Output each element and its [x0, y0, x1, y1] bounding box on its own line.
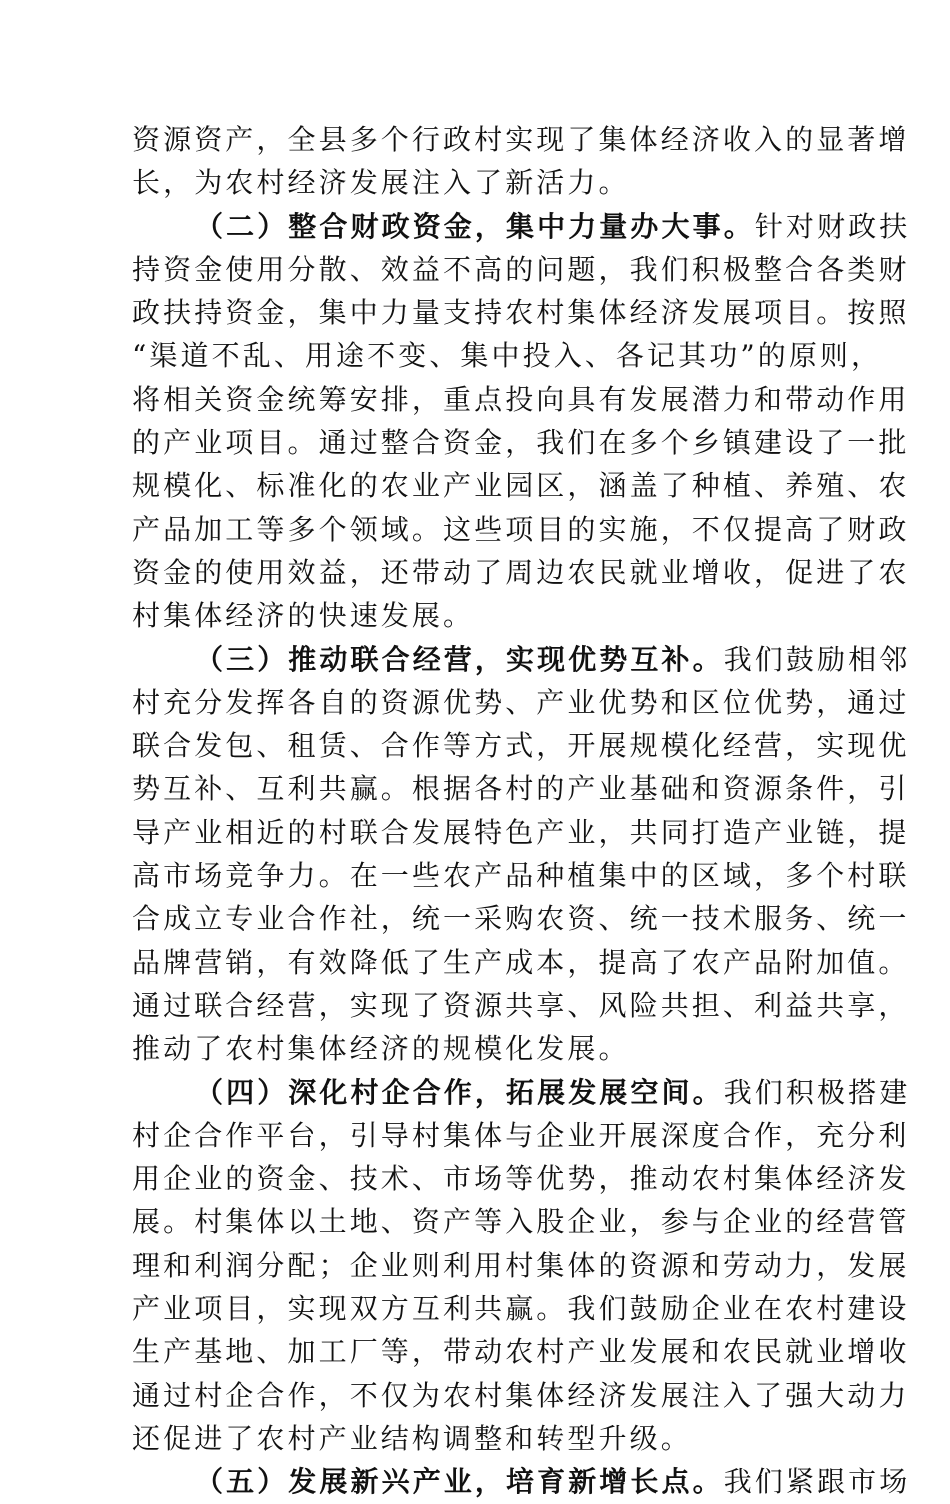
- text-line: 资源资产，全县多个行政村实现了集体经济收入的显著增: [132, 123, 910, 156]
- text-run: 针对财政扶: [754, 209, 911, 243]
- paragraph-section-3: [132, 638, 911, 1071]
- section-heading: （三）推动联合经营，实现优势互补。: [195, 642, 724, 676]
- section-heading: （四）深化村企合作，拓展发展空间。: [195, 1075, 724, 1109]
- text-line: 资金的使用效益，还带动了周边农民就业增收，促进了农: [132, 555, 910, 589]
- text-line: 还促进了农村产业结构调整和转型升级。: [132, 1421, 692, 1455]
- text-line: 长，为农村经济发展注入了新活力。: [132, 166, 630, 200]
- section-heading: （五）发展新兴产业，培育新增长点。: [195, 1465, 724, 1499]
- text-line: 合成立专业合作社，统一采购农资、统一技术服务、统一: [132, 902, 910, 936]
- text-line: 导产业相近的村联合发展特色产业，共同打造产业链，提: [132, 815, 910, 849]
- text-line: 用企业的资金、技术、市场等优势，推动农村集体经济发: [132, 1162, 910, 1196]
- text-line: 生产基地、加工厂等，带动农村产业发展和农民就业增收: [132, 1335, 910, 1369]
- text-line: 持资金使用分散、效益不高的问题，我们积极整合各类财: [132, 252, 910, 286]
- text-line: 村充分发挥各自的资源优势、产业优势和区位优势，通过: [132, 685, 910, 719]
- text-line: 的产业项目。通过整合资金，我们在多个乡镇建设了一批: [132, 426, 910, 460]
- text-line: 通过村企合作，不仅为农村集体经济发展注入了强大动力: [132, 1378, 910, 1412]
- text-run: 我们积极搭建: [723, 1075, 911, 1109]
- text-run: 我们鼓励相邻: [723, 642, 911, 676]
- text-line: 政扶持资金，集中力量支持农村集体经济发展项目。按照: [132, 296, 910, 330]
- paragraph-continuation: [132, 118, 910, 205]
- text-line: 产业项目，实现双方互利共赢。我们鼓励企业在农村建设: [132, 1292, 910, 1326]
- text-line: 规模化、标准化的农业产业园区，涵盖了种植、养殖、农: [132, 469, 910, 503]
- text-line: 推动了农村集体经济的规模化发展。: [132, 1032, 630, 1066]
- text-run: 我们紧跟市场: [723, 1465, 911, 1499]
- section-heading: （二）整合财政资金，集中力量办大事。: [195, 209, 755, 243]
- text-line: [132, 638, 911, 681]
- text-line: 展。村集体以土地、资产等入股企业，参与企业的经营管: [132, 1205, 910, 1239]
- text-line: 势互补、互利共赢。根据各村的产业基础和资源条件，引: [132, 772, 910, 806]
- text-line: [132, 1460, 911, 1503]
- text-line: 联合发包、租赁、合作等方式，开展规模化经营，实现优: [132, 729, 910, 763]
- paragraph-section-4: [132, 1071, 911, 1461]
- text-line: [132, 1071, 911, 1114]
- text-line: 通过联合经营，实现了资源共享、风险共担、利益共享，: [132, 988, 910, 1022]
- paragraph-section-5: [132, 1460, 911, 1503]
- paragraph-section-2: [132, 205, 911, 638]
- text-line: 村集体经济的快速发展。: [132, 599, 475, 633]
- text-line: 品牌营销，有效降低了生产成本，提高了农产品附加值。: [132, 945, 910, 979]
- document-page: [132, 118, 911, 1504]
- text-line: 产品加工等多个领域。这些项目的实施，不仅提高了财政: [132, 512, 910, 546]
- text-line: [132, 205, 911, 248]
- text-line: 理和利润分配；企业则利用村集体的资源和劳动力，发展: [132, 1248, 910, 1282]
- text-line: 将相关资金统筹安排，重点投向具有发展潜力和带动作用: [132, 382, 910, 416]
- text-line: 高市场竞争力。在一些农产品种植集中的区域，多个村联: [132, 859, 910, 893]
- text-line: 村企合作平台，引导村集体与企业开展深度合作，充分利: [132, 1118, 910, 1152]
- text-line: “渠道不乱、用途不变、集中投入、各记其功”的原则，: [132, 339, 883, 373]
